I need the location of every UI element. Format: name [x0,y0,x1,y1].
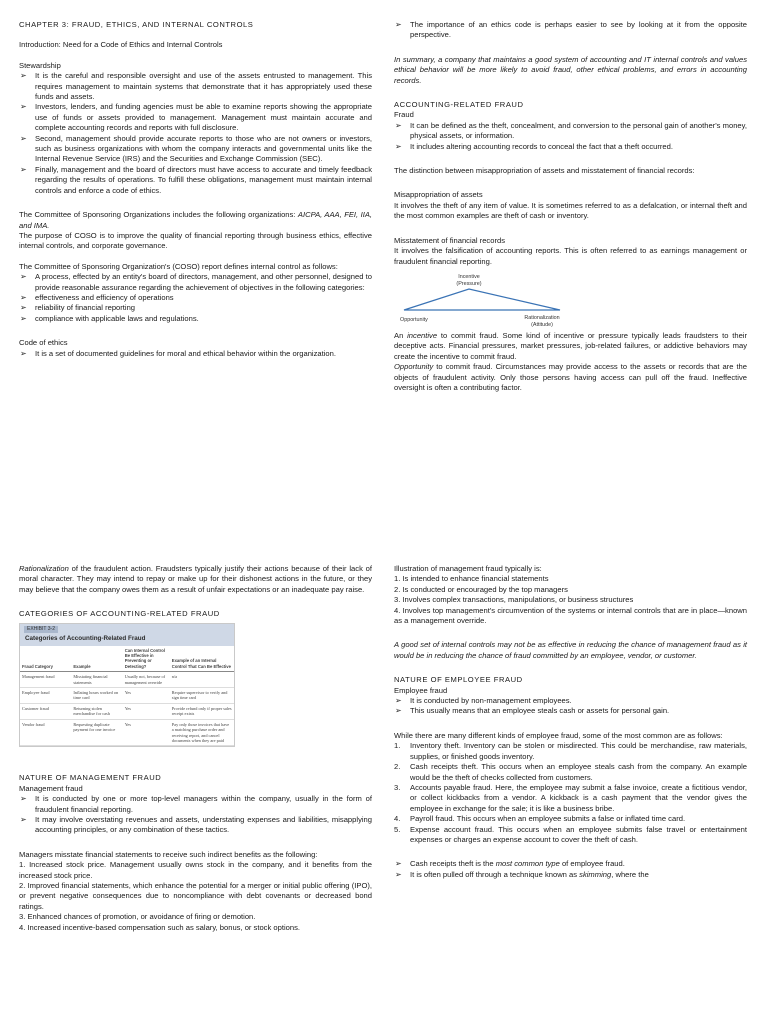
table-cell: Provide refund only if proper sales receipt exists [170,703,234,719]
fraud-bullet: ➢ It can be defined as the theft, concealment, and conversion to the personal gain of another's money, physical assets, or information. [394,121,747,142]
kinds-intro-paragraph: While there are many different kinds of employee fraud, some of the most common are as follows: [394,730,723,740]
benefit-item: 1. Increased stock price. Management usually owns stock in the company, and it benefits from the increased stock price. [19,860,372,880]
coso-bullet: ➢ A process, effected by an entity's board of directors, management, and other personnel, designed to provide reasonable assurance regarding the achievement of objectives in the following categories: [19,272,372,293]
summary-paragraph: In summary, a company that maintains a good system of accounting and IT internal controls and values ethical behavior will be more likely to avoid fraud, other ethical problems, and errors in accounting records. [394,54,747,85]
table-cell: Employee fraud [20,688,71,704]
opportunity-paragraph: Opportunity to commit fraud. Circumstances may provide access to the assets or records that are the objects of fraudulent activity. Only those persons having access can pull off the fraud. Ineffective oversight is often a contributing factor. [394,362,747,392]
rationalization-label: Rationalization [524,314,560,321]
fraud-kind-item: 1. Inventory theft. Inventory can be stolen or misdirected. This could be merchandise, raw materials, supplies, or finished goods inventory. [394,741,747,761]
stewardship-bullet: ➢ It is the careful and responsible oversight and use of the assets entrusted to management. This requires management to maintain systems that demonstrate that it has appropriately used these funds and assets. [19,71,372,102]
coso-members-paragraph: The Committee of Sponsoring Organizations includes the following organizations: AICPA, AAA, FEI, IIA, and IMA. [19,210,372,230]
table-cell: n/a [170,672,234,688]
fraud-kind-item: 3. Accounts payable fraud. Here, the employee may submit a false invoice, create a fictitious vendor, or collect kickbacks from a vendor. A kickback is a cash payment that the vendor gives the employee in exchange for the sale; it is like a business bribe. [394,782,747,813]
table-cell: Inflating hours worked on time card [71,688,122,704]
cash-theft-bullet: ➢ Cash receipts theft is the most common type of employee fraud. [394,859,747,869]
table-header: Can Internal Control Be Effective in Preventing or Detecting? [123,646,170,672]
ethics-code-bullet: ➢ The importance of an ethics code is perhaps easier to see by looking at it from the opposite perspective. [394,20,747,41]
table-header: Fraud Category [20,646,71,672]
management-fraud-bullet: ➢ It is conducted by one or more top-level managers within the company, usually in the form of fraudulent financial reporting. [19,794,372,815]
table-cell: Misstating financial statements [71,672,122,688]
table-cell: Yes [123,703,170,719]
table-cell: Returning stolen merchandise for cash [71,703,122,719]
intro-heading: Introduction: Need for a Code of Ethics and Internal Controls [19,40,223,50]
exhibit-title: Categories of Accounting-Related Fraud [25,634,146,642]
table-cell: Usually not, because of management override [123,672,170,688]
categories-heading: CATEGORIES OF ACCOUNTING-RELATED FRAUD [19,609,220,619]
accounting-fraud-heading: ACCOUNTING-RELATED FRAUD [394,100,524,110]
coso-purpose-paragraph: The purpose of COSO is to improve the quality of financial reporting through business ethics, effective internal controls, and corporate governance. [19,230,372,251]
benefit-item: 4. Increased incentive-based compensation such as salary, bonus, or stock options. [19,922,300,932]
table-header: Example of an Internal Control That Can Be Effective [170,646,234,672]
exhibit-table [19,623,235,748]
table-cell: Yes [123,688,170,704]
coso-bullet: ➢ compliance with applicable laws and regulations. [19,314,372,324]
fraud-bullet: ➢ It includes altering accounting records to conceal the fact that a theft occurred. [394,142,747,152]
table-row [20,719,234,746]
fraud-subheading: Fraud [394,110,414,120]
top-right-column [394,20,747,393]
table-cell: Management fraud [20,672,71,688]
coso-bullet: ➢ reliability of financial reporting [19,303,372,313]
illustration-item: 2. Is conducted or encouraged by the top managers [394,584,568,594]
stewardship-heading: Stewardship [19,60,61,70]
misstatement-heading: Misstatement of financial records [394,235,505,245]
bottom-right-column [394,564,747,880]
employee-fraud-subheading: Employee fraud [394,685,448,695]
incentive-label: Incentive [458,273,480,280]
table-cell: Requesting duplicate payment for one invoice [71,719,122,746]
benefit-item: 2. Improved financial statements, which enhance the potential for a merger or initial public offering (IPO), or prevent negative consequences due to noncompliance with debt covenants or decreased bond ratings. [19,880,372,911]
exhibit-tag: EXHIBIT 3-2 [24,626,58,633]
illustration-item: 4. Involves top management's circumvention of the systems or internal controls that are in place—known as a management override. [394,605,747,626]
skimming-bullet: ➢ It is often pulled off through a technique known as skimming, where the [394,870,747,880]
attitude-label: (Attitude) [531,321,553,327]
illustration-item: 3. Involves complex transactions, manipulations, or business structures [394,595,634,605]
table-cell: Vendor fraud [20,719,71,746]
table-cell: Pay only those invoices that have a matching purchase order and receiving report, and cancel documents when they are paid [170,719,234,746]
pressure-label: (Pressure) [456,280,482,287]
table-cell: Customer fraud [20,703,71,719]
employee-fraud-heading: NATURE OF EMPLOYEE FRAUD [394,675,523,685]
misappropriation-heading: Misappropriation of assets [394,190,483,200]
table-cell: Require supervisor to verify and sign time card [170,688,234,704]
stewardship-bullet: ➢ Finally, management and the board of directors must have access to accurate and timely feedback regarding the results of operations. To fulfill these obligations, management must maintain internal controls and enforce a code of ethics. [19,165,372,196]
illustration-heading: Illustration of management fraud typically is: [394,564,542,573]
misappropriation-paragraph: It involves the theft of any item of value. It is sometimes referred to as a defalcation, or internal theft and the most common examples are theft of cash or inventory. [394,200,747,221]
table-row [20,672,234,688]
chapter-title: CHAPTER 3: FRAUD, ETHICS, AND INTERNAL CONTROLS [19,20,254,29]
coso-definition-paragraph: The Committee of Sponsoring Organization's (COSO) report defines internal control as follows: [19,261,338,271]
coso-bullet: ➢ effectiveness and efficiency of operations [19,293,372,303]
code-of-ethics-bullet: ➢ It is a set of documented guidelines for moral and ethical behavior within the organization. [19,349,372,359]
distinction-paragraph: The distinction between misappropriation of assets and misstatement of financial records: [394,166,695,176]
stewardship-bullet: ➢ Investors, lenders, and funding agencies must be able to examine reports showing the appropriate use of funds or assets provided to management. Management must maintain accurate and complete accounting records and reports with full disclosure. [19,102,372,133]
benefit-item: 3. Enhanced chances of promotion, or avoidance of firing or demotion. [19,912,256,922]
fraud-categories-table [20,646,234,747]
table-row [20,688,234,704]
fraud-kind-item: 4. Payroll fraud. This occurs when an employee submits a false or inflated time card. [394,814,686,824]
incentive-paragraph: An incentive to commit fraud. Some kind of incentive or pressure typically leads fraudsters to their deceptive acts. Financial pressures, market pressures, job-related failures, or addictive behaviors may create the incentive to commit fraud. [394,330,748,361]
rationalization-paragraph: Rationalization of the fraudulent action. Fraudsters typically justify their actions because of their lack of moral character. They may intend to repay or make up for their dishonest actions in the future, or they may believe that the company owes them as a result of unfair expectations or an inadequate pay raise. [19,564,372,594]
exhibit-header [20,624,234,646]
misstate-intro-paragraph: Managers misstate financial statements to receive such indirect benefits as the following: [19,849,318,859]
code-of-ethics-heading: Code of ethics [19,338,68,348]
opportunity-label: Opportunity [400,316,428,323]
employee-fraud-bullet: ➢ This usually means that an employee steals cash or assets for personal gain. [394,706,747,716]
illustration-item: 1. Is intended to enhance financial statements [394,574,549,584]
fraud-kind-item: 5. Expense account fraud. This occurs when an employee submits false travel or entertainment expenses or charges an expense account to cover the theft of cash. [394,824,747,844]
employee-fraud-bullet: ➢ It is conducted by non-management employees. [394,696,747,706]
fraud-triangle-shape [404,289,560,310]
management-fraud-heading: NATURE OF MANAGEMENT FRAUD [19,773,162,783]
fraud-kind-item: 2. Cash receipts theft. This occurs when an employee steals cash from the company. An example would be the theft of checks collected from customers. [394,762,747,782]
misstatement-paragraph: It involves the falsification of accounting reports. This is often referred to as earnings management or fraudulent financial reporting. [394,246,747,266]
table-row [20,703,234,719]
top-left-column [19,20,372,359]
fraud-triangle-diagram [394,271,747,327]
table-cell: Yes [123,719,170,746]
management-fraud-subheading: Management fraud [19,783,83,793]
internal-controls-paragraph: A good set of internal controls may not be as effective in reducing the chance of management fraud as it would be in reducing the chance of fraud committed by an employee, vendor, or customer. [394,640,747,660]
stewardship-bullet: ➢ Second, management should provide accurate reports to those who are not owners or investors, such as business organizations with whom the company interacts and governmental units like the Internal Revenue Service (IRS) and the Securities and Exchange Commission (SEC). [19,134,372,165]
bottom-left-column [19,564,372,933]
table-header: Example [71,646,122,672]
management-fraud-bullet: ➢ It may involve overstating revenues and assets, understating expenses and liabilities, misapplying accounting principles, or any combination of these tactics. [19,815,372,836]
